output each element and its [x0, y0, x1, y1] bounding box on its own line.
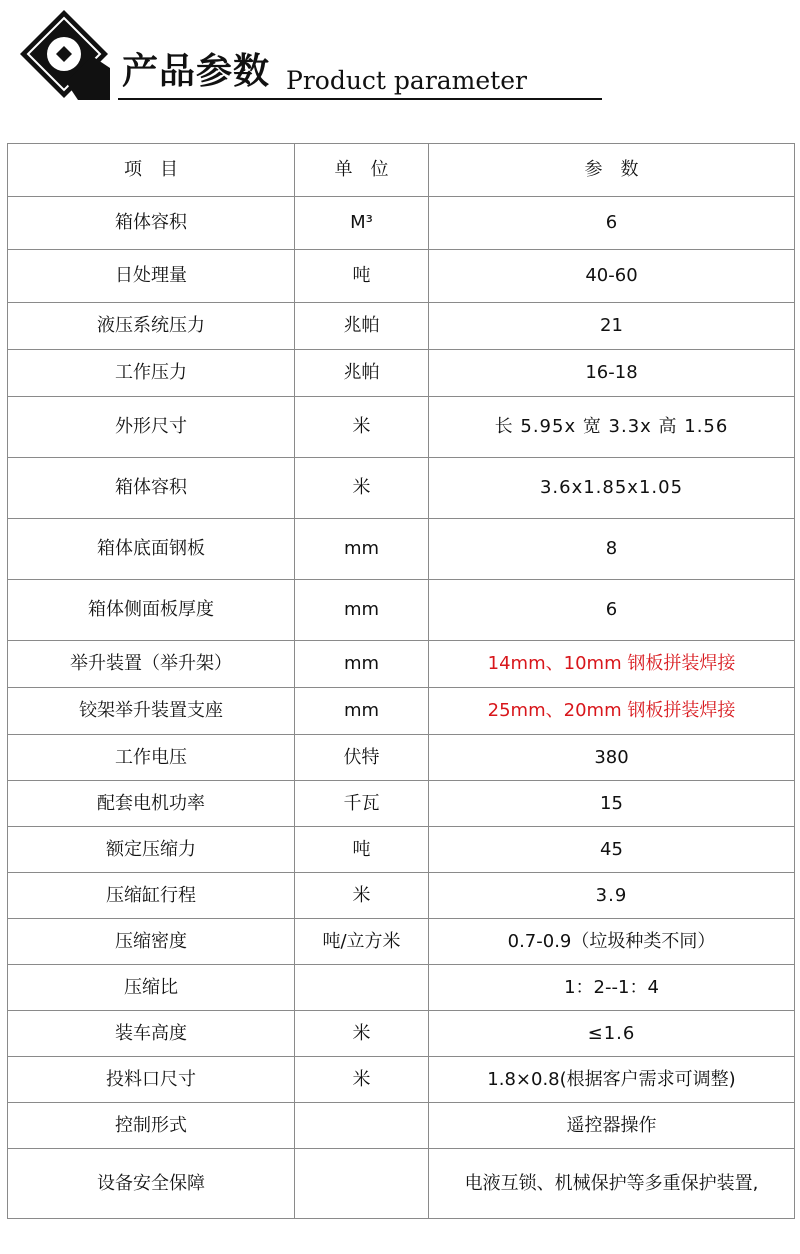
row-unit: 千瓦 — [295, 781, 429, 827]
table-row — [8, 250, 795, 303]
table-row — [8, 350, 795, 397]
table-row — [8, 197, 795, 250]
row-item: 设备安全保障 — [8, 1149, 295, 1219]
row-unit: mm — [295, 519, 429, 580]
row-unit: 吨 — [295, 827, 429, 873]
row-item: 装车高度 — [8, 1011, 295, 1057]
parameter-table — [7, 143, 795, 1219]
row-unit — [295, 1103, 429, 1149]
table-row — [8, 580, 795, 641]
row-value-highlight: 14mm、10mm 钢板拼装焊接 — [429, 641, 795, 688]
table-row — [8, 873, 795, 919]
table-row — [8, 1057, 795, 1103]
row-item: 举升装置（举升架） — [8, 641, 295, 688]
row-value: 0.7-0.9（垃圾种类不同） — [429, 919, 795, 965]
row-unit: mm — [295, 688, 429, 735]
row-item: 压缩缸行程 — [8, 873, 295, 919]
row-value: 380 — [429, 735, 795, 781]
row-unit: 米 — [295, 1011, 429, 1057]
row-unit: 兆帕 — [295, 350, 429, 397]
row-unit: mm — [295, 641, 429, 688]
row-value: 3.6x1.85x1.05 — [429, 458, 795, 519]
table-row — [8, 1149, 795, 1219]
row-unit: 兆帕 — [295, 303, 429, 350]
row-value: ≤1.6 — [429, 1011, 795, 1057]
row-item: 箱体底面钢板 — [8, 519, 295, 580]
row-item: 铰架举升装置支座 — [8, 688, 295, 735]
row-unit: M³ — [295, 197, 429, 250]
row-value: 45 — [429, 827, 795, 873]
table-row — [8, 688, 795, 735]
table-row — [8, 519, 795, 580]
row-unit: 吨/立方米 — [295, 919, 429, 965]
table-row — [8, 781, 795, 827]
row-item: 箱体容积 — [8, 197, 295, 250]
table-row — [8, 1103, 795, 1149]
table-row — [8, 1011, 795, 1057]
table-row — [8, 397, 795, 458]
title-underline — [118, 98, 602, 100]
row-item: 压缩密度 — [8, 919, 295, 965]
row-value: 遥控器操作 — [429, 1103, 795, 1149]
row-item: 投料口尺寸 — [8, 1057, 295, 1103]
row-item: 额定压缩力 — [8, 827, 295, 873]
row-unit: 吨 — [295, 250, 429, 303]
table-row — [8, 965, 795, 1011]
row-value: 电液互锁、机械保护等多重保护装置, — [429, 1149, 795, 1219]
table-row — [8, 458, 795, 519]
row-unit: 米 — [295, 1057, 429, 1103]
title-english: Product parameter — [286, 66, 527, 95]
row-unit — [295, 1149, 429, 1219]
row-item: 工作电压 — [8, 735, 295, 781]
row-item: 箱体侧面板厚度 — [8, 580, 295, 641]
row-value: 1.8×0.8(根据客户需求可调整) — [429, 1057, 795, 1103]
row-item: 控制形式 — [8, 1103, 295, 1149]
row-unit — [295, 965, 429, 1011]
row-unit: 米 — [295, 873, 429, 919]
table-row — [8, 919, 795, 965]
title-chinese: 产品参数 — [122, 51, 271, 92]
row-value: 3.9 — [429, 873, 795, 919]
row-item: 外形尺寸 — [8, 397, 295, 458]
row-item: 日处理量 — [8, 250, 295, 303]
diamond-emblem-icon — [18, 8, 110, 100]
column-header-value: 参 数 — [429, 144, 795, 197]
row-unit: 米 — [295, 397, 429, 458]
table-row — [8, 827, 795, 873]
row-item: 液压系统压力 — [8, 303, 295, 350]
row-value: 15 — [429, 781, 795, 827]
row-value: 6 — [429, 580, 795, 641]
row-unit: mm — [295, 580, 429, 641]
row-unit: 伏特 — [295, 735, 429, 781]
row-value: 1：2--1：4 — [429, 965, 795, 1011]
column-header-unit: 单 位 — [295, 144, 429, 197]
row-value: 21 — [429, 303, 795, 350]
row-value: 8 — [429, 519, 795, 580]
table-row — [8, 735, 795, 781]
row-item: 箱体容积 — [8, 458, 295, 519]
row-value: 16-18 — [429, 350, 795, 397]
row-value: 长 5.95x 宽 3.3x 高 1.56 — [429, 397, 795, 458]
row-item: 工作压力 — [8, 350, 295, 397]
table-header-row — [8, 144, 795, 197]
row-value: 6 — [429, 197, 795, 250]
row-item: 压缩比 — [8, 965, 295, 1011]
table-row — [8, 641, 795, 688]
row-unit: 米 — [295, 458, 429, 519]
row-item: 配套电机功率 — [8, 781, 295, 827]
column-header-item: 项 目 — [8, 144, 295, 197]
table-row — [8, 303, 795, 350]
row-value: 40-60 — [429, 250, 795, 303]
page-header — [18, 8, 598, 98]
row-value-highlight: 25mm、20mm 钢板拼装焊接 — [429, 688, 795, 735]
